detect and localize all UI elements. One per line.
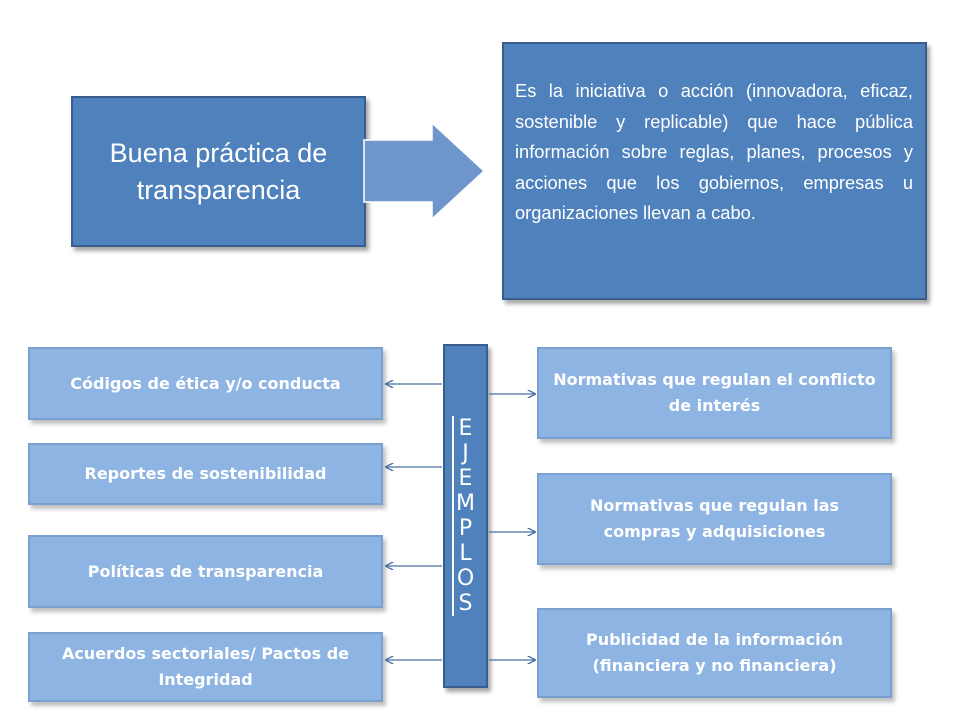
example-box-conflict-of-interest: [537, 347, 892, 439]
arrow-shape: [364, 123, 484, 219]
concept-title: Buena práctica de transparencia: [109, 137, 328, 205]
definition-text: Es la iniciativa o acción (innovadora, eficaz, sostenible y replicable) que hace pública información sobre reglas, planes, procesos y acciones que los gobiernos, empresas u organizaciones llevan a cabo.: [515, 80, 913, 223]
example-label: Normativas que regulan las compras y adquisiciones: [589, 496, 840, 541]
example-box-transparency-policies: [28, 535, 383, 608]
example-label: Normativas que regulan el conflicto de interés: [553, 370, 876, 415]
definition-box: [502, 42, 927, 300]
example-box-sector-agreements: [28, 632, 383, 702]
example-label: Publicidad de la información (financiera y no financiera): [585, 630, 844, 675]
example-label: Reportes de sostenibilidad: [84, 464, 327, 483]
examples-label: EJEMPLOS: [453, 416, 478, 616]
example-label: Códigos de ética y/o conducta: [70, 373, 341, 393]
example-box-procurement: [537, 473, 892, 565]
example-box-sustainability-reports: [28, 443, 383, 505]
example-box-information-disclosure: [537, 608, 892, 698]
example-label: Políticas de transparencia: [87, 561, 324, 581]
block-arrow-right: [360, 118, 490, 228]
example-box-ethics-codes: [28, 347, 383, 420]
examples-vertical-box: [443, 344, 488, 688]
example-label: Acuerdos sectoriales/ Pactos de Integridad: [61, 644, 350, 689]
concept-box: [71, 96, 366, 247]
